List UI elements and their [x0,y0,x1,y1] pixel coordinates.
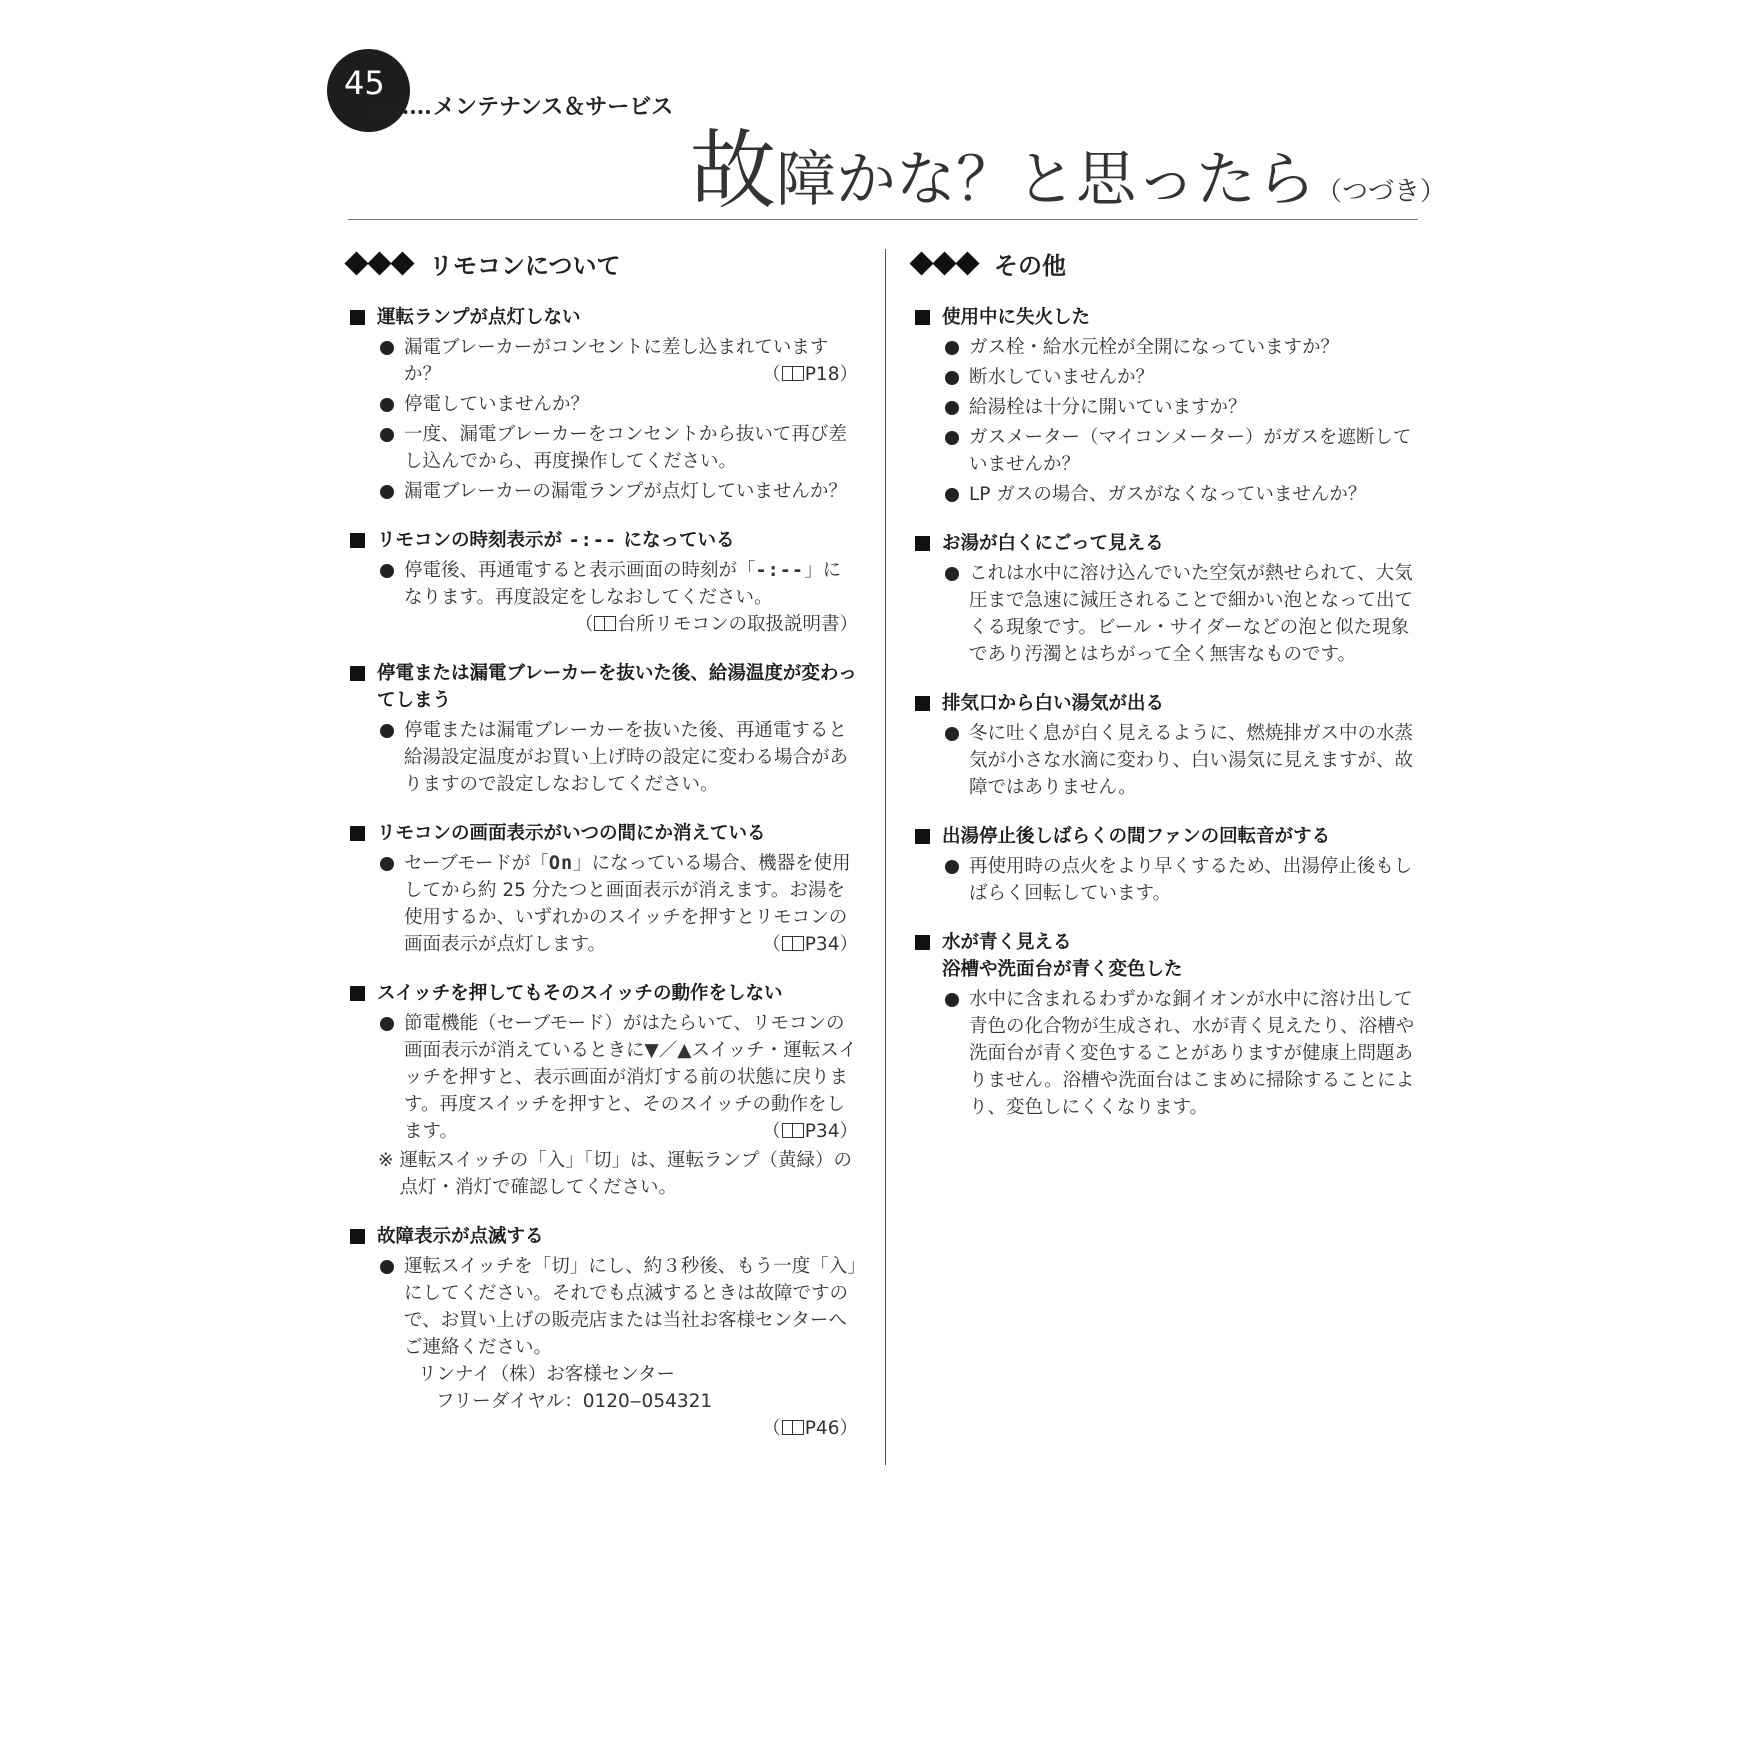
title-first-char: 故 [690,121,776,221]
item-heading: 水が青く見える 浴槽や洗面台が青く変色した [913,929,1423,983]
bullet-item: 停電または漏電ブレーカーを抜いた後、再通電すると給湯設定温度がお買い上げ時の設定に変わる場合がありますので設定しなおしてください。 [348,717,858,798]
contact-info [348,1361,858,1442]
segment-display-text: -:-- [755,560,805,581]
bullet-item: 一度、漏電ブレーカーをコンセントから抜いて再び差し込んでから、再度操作してください。 [348,421,858,475]
dot-bullet-icon [945,860,959,874]
square-bullet-icon [915,829,930,844]
diamond-bullets-icon [913,255,982,272]
item-heading: 使用中に失火した [913,304,1423,331]
item-heading: スイッチを押してもそのスイッチの動作をしない [348,980,858,1007]
dot-bullet-icon [945,431,959,445]
square-bullet-icon [915,696,930,711]
bullet-item: 漏電ブレーカーの漏電ランプが点灯していませんか？ [348,478,858,505]
dot-bullet-icon [380,1260,394,1274]
left-column [348,246,858,1464]
dot-bullet-icon [945,341,959,355]
item-heading: リモコンの画面表示がいつの間にか消えている [348,820,858,847]
bullet-item: 停電していませんか？ [348,391,858,418]
page-reference: （ P18） [762,364,858,385]
bullet-item: 冬に吐く息が白く見えるように、燃焼排ガス中の水蒸気が小さな水滴に変わり、白い湯気に見えますが、故障ではありません。 [913,720,1423,801]
item-heading: 出湯停止後しばらくの間ファンの回転音がする [913,823,1423,850]
dot-bullet-icon [380,428,394,442]
book-icon [594,616,616,631]
dot-bullet-icon [945,401,959,415]
dot-bullet-icon [945,993,959,1007]
square-bullet-icon [915,935,930,950]
dot-bullet-icon [945,727,959,741]
trouble-item [913,929,1423,1121]
diamond-bullets-icon [348,255,417,272]
dot-bullet-icon [380,1017,394,1031]
right-column [913,246,1423,1143]
item-heading: お湯が白くにごって見える [913,530,1423,557]
trouble-item [348,660,858,798]
page-number: 45 [344,64,385,102]
page-reference: （ P46） [762,1418,858,1439]
book-icon [782,936,804,951]
book-icon [782,1123,804,1138]
dot-bullet-icon [380,724,394,738]
trouble-item [348,820,858,958]
dot-bullet-icon [380,857,394,871]
dot-bullet-icon [380,398,394,412]
bullet-item: これは水中に溶け込んでいた空気が熱せられて、大気圧まで急速に減圧されることで細かい泡となって出てくる現象です。ビール・サイダーなどの泡と似た現象であり汚濁とはちがって全く無害なものです。 [913,560,1423,668]
dot-bullet-icon [945,371,959,385]
dot-bullet-icon [380,564,394,578]
square-bullet-icon [350,310,365,325]
item-heading: 停電または漏電ブレーカーを抜いた後、給湯温度が変わってしまう [348,660,858,714]
contact-phone: フリーダイヤル：0120‒054321 [436,1391,713,1412]
square-bullet-icon [350,986,365,1001]
trouble-item [913,530,1423,668]
dot-bullet-icon [945,488,959,502]
column-heading-text: リモコンについて [429,251,621,280]
square-bullet-icon [350,666,365,681]
dot-bullet-icon [380,485,394,499]
square-bullet-icon [915,536,930,551]
note: ※ 運転スイッチの「入」「切」は、運転ランプ（黄緑）の点灯・消灯で確認してください。 [378,1150,853,1198]
square-bullet-icon [915,310,930,325]
trouble-item [348,1223,858,1442]
trouble-item [348,527,858,638]
book-icon [782,1420,804,1435]
bullet-item: セーブモードが「On」になっている場合、機器を使用してから約 25 分たつと画面表示が消えます。お湯を使用するか、いずれかのスイッチを押すとリモコンの画面表示が点灯します。 （ P34） [348,850,858,958]
trouble-item [913,690,1423,801]
bullet-item: 節電機能（セーブモード）がはたらいて、リモコンの画面表示が消えているときに▼／▲スイッチ・運転スイッチを押すと、表示画面が消灯する前の状態に戻ります。再度スイッチを押すと、そのスイッチの動作をします。 （ P34） [348,1010,858,1145]
column-heading [913,246,1423,280]
column-divider [885,249,886,1465]
page-title [690,121,1447,221]
bullet-item: 給湯栓は十分に開いていますか？ [913,394,1423,421]
item-heading: 運転ランプが点灯しない [348,304,858,331]
column-heading [348,246,858,280]
square-bullet-icon [350,826,365,841]
item-heading: 排気口から白い湯気が出る [913,690,1423,717]
dotted-leader [366,104,430,114]
bullet-item: 運転スイッチを「切」にし、約３秒後、もう一度「入」にしてください。それでも点滅するときは故障ですので、お買い上げの販売店または当社お客様センターへご連絡ください。 [348,1253,858,1361]
contact-name: リンナイ（株）お客様センター [418,1364,675,1385]
trouble-item [348,980,858,1201]
page-reference: （ P34） [762,934,858,955]
bullet-item: ガス栓・給水元栓が全開になっていますか？ [913,334,1423,361]
column-heading-text: その他 [994,251,1066,280]
title-underline [348,219,1418,220]
page-reference: （ 台所リモコンの取扱説明書） [574,614,858,635]
book-icon [782,366,804,381]
section-label: メンテナンス＆サービス [433,95,674,120]
bullet-item: LP ガスの場合、ガスがなくなっていませんか？ [913,481,1423,508]
trouble-item [913,304,1423,508]
bullet-item: 水中に含まれるわずかな銅イオンが水中に溶け出して青色の化合物が生成され、水が青く見えたり、浴槽や洗面台が青く変色することがありますが健康上問題ありません。浴槽や洗面台はこまめに掃除することにより、変色しにくくなります。 [913,986,1423,1121]
bullet-item: 漏電ブレーカーがコンセントに差し込まれていますか？ （ P18） [348,334,858,388]
title-suffix: （つづき） [1316,177,1447,207]
trouble-item [913,823,1423,907]
trouble-item [348,304,858,505]
title-rest: 障かな？と思ったら [776,145,1316,215]
bullet-item: 断水していませんか？ [913,364,1423,391]
square-bullet-icon [350,533,365,548]
dot-bullet-icon [380,341,394,355]
dot-bullet-icon [945,567,959,581]
segment-display-text: -:-- [568,530,618,551]
segment-display-text: On [548,853,574,874]
bullet-item: 再使用時の点火をより早くするため、出湯停止後もしばらく回転しています。 [913,853,1423,907]
bullet-item: ガスメーター（マイコンメーター）がガスを遮断していませんか？ [913,424,1423,478]
page-number-badge [327,49,410,132]
item-heading: 故障表示が点滅する [348,1223,858,1250]
bullet-item: 停電後、再通電すると表示画面の時刻が「-:--」になります。再度設定をしなおしてください。 （ 台所リモコンの取扱説明書） [348,557,858,638]
square-bullet-icon [350,1229,365,1244]
page-reference: （ P34） [762,1121,858,1142]
item-heading: リモコンの時刻表示が -:-- になっている [348,527,858,554]
